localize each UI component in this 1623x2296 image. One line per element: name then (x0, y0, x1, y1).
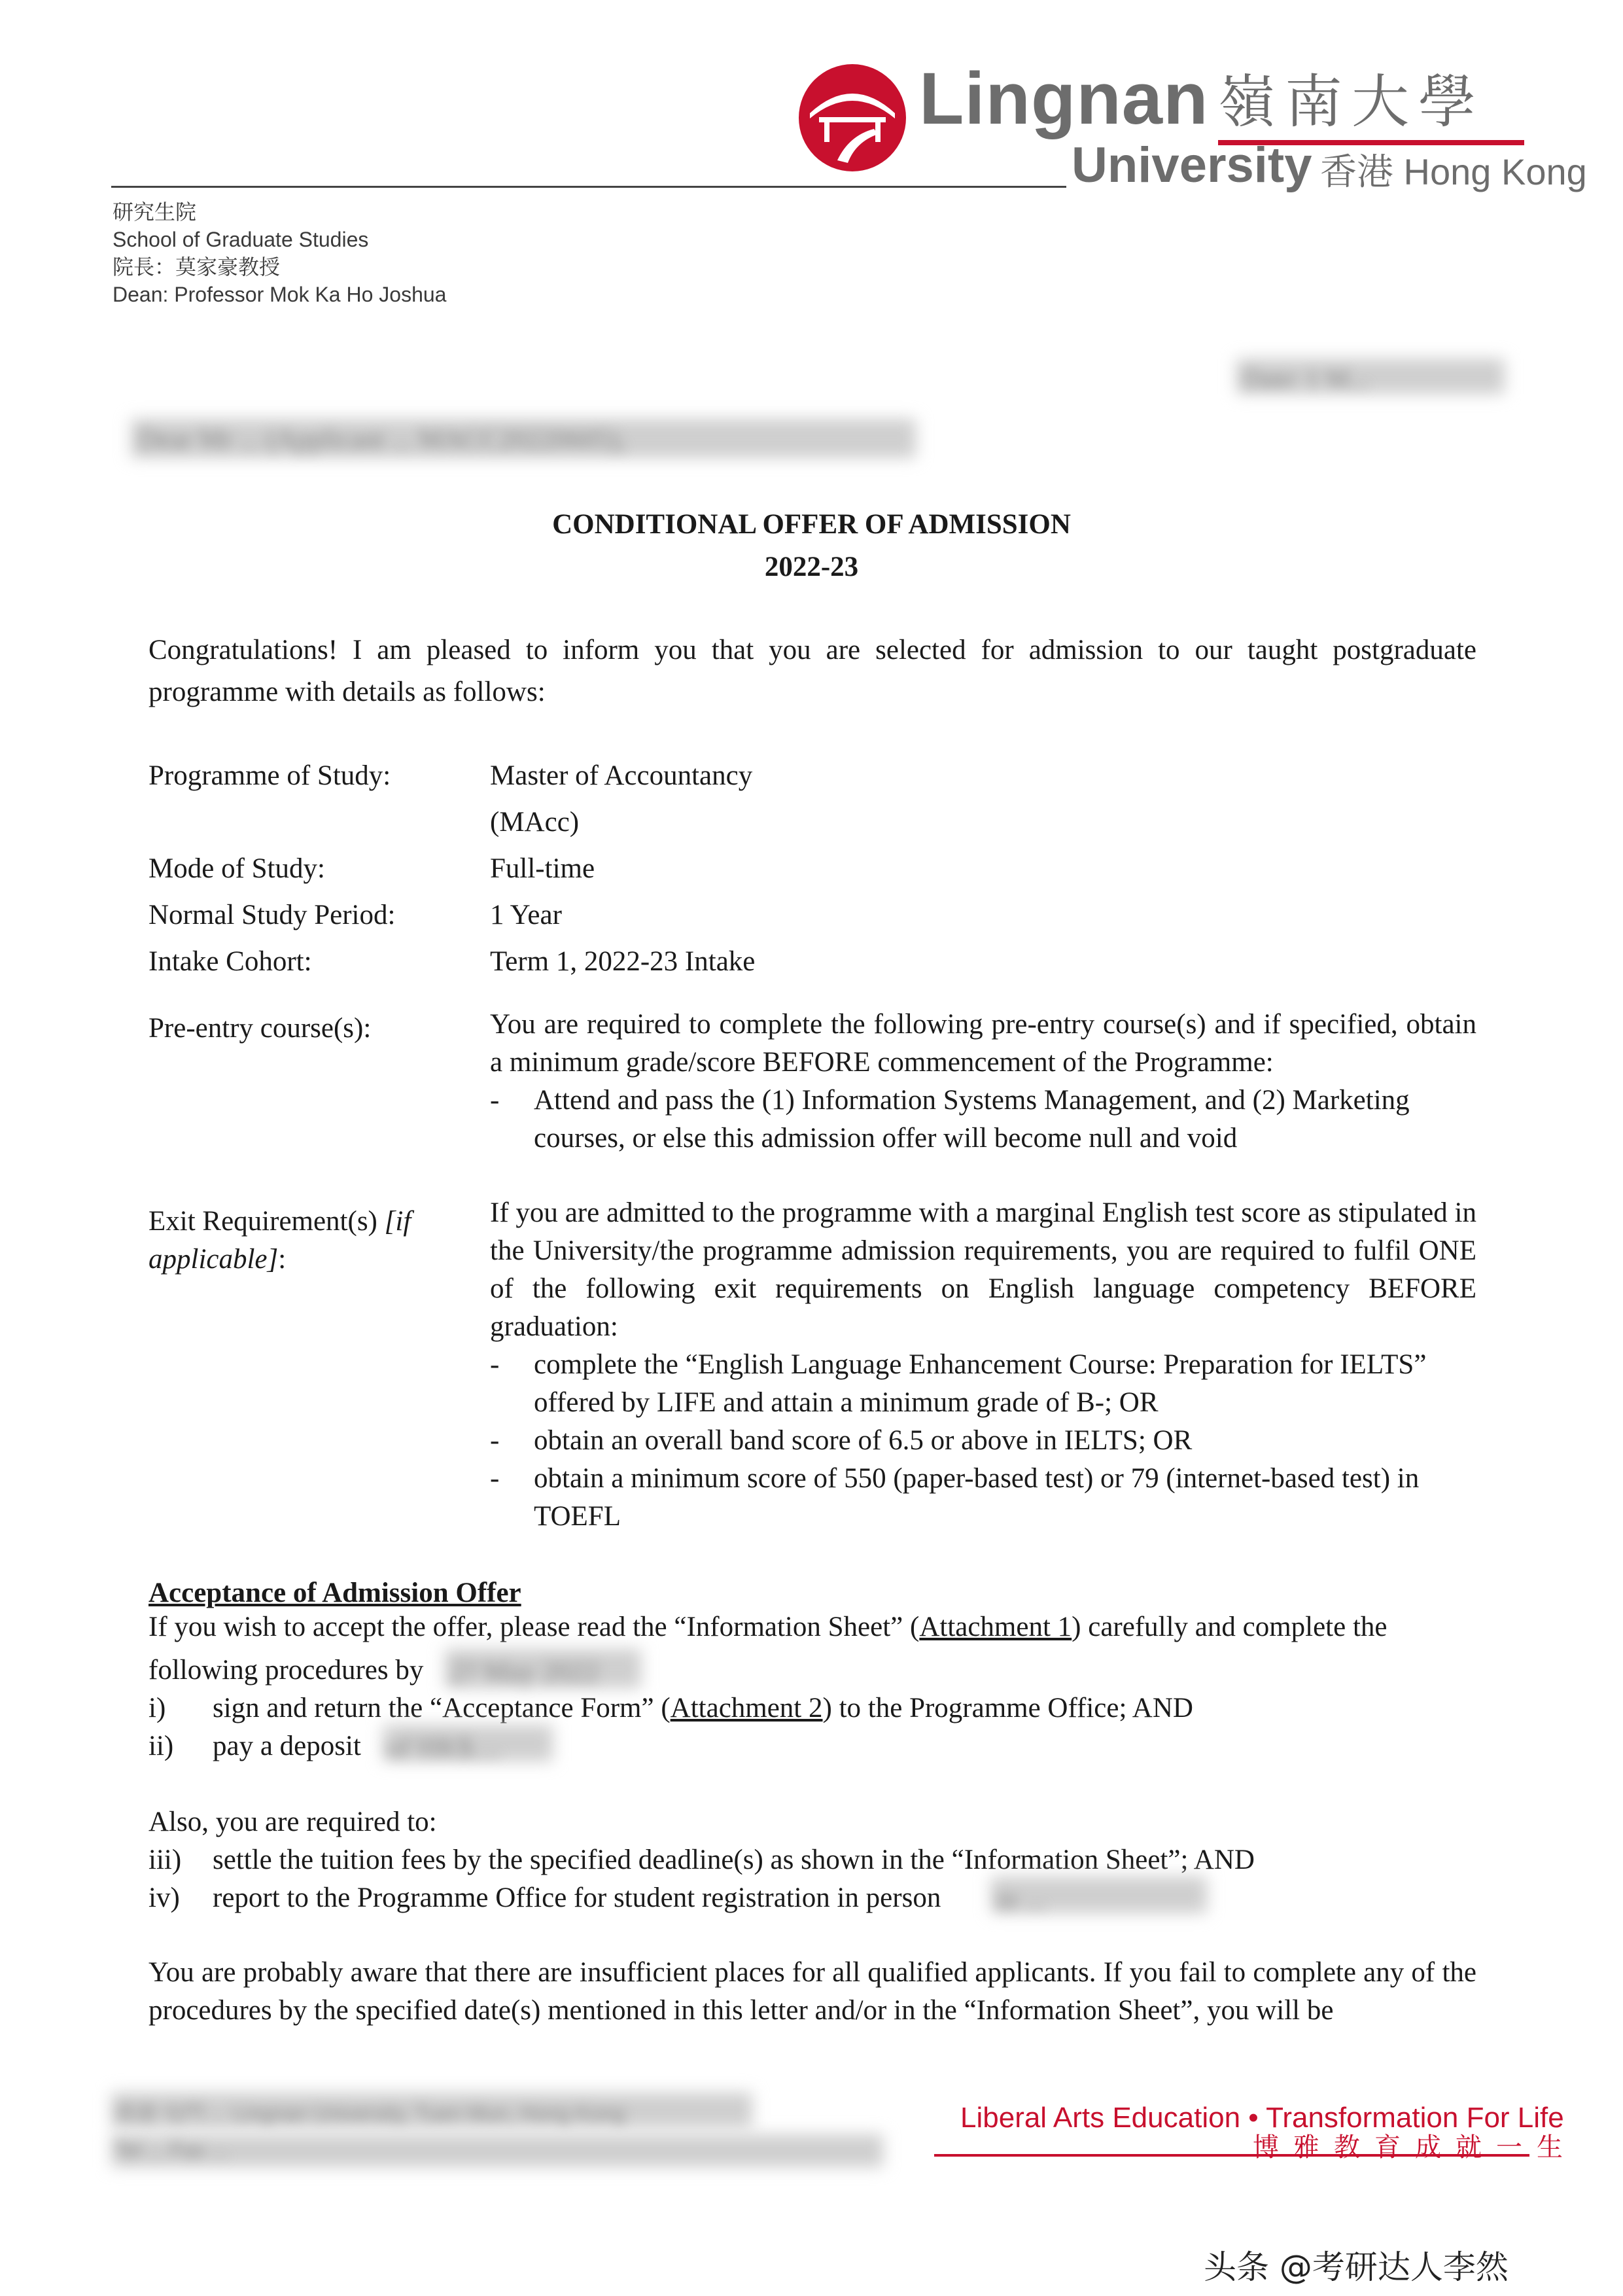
also-item-num: iv) (148, 1882, 180, 1913)
exit-bullet-dash: - (490, 1349, 500, 1380)
acceptance-item-num: ii) (148, 1731, 174, 1761)
page-subtitle-year: 2022-23 (764, 552, 859, 582)
logo-wordmark-cn: 嶺南大學 (1218, 68, 1486, 135)
footer-slogan-en: Liberal Arts Education • Transformation For Life (960, 2102, 1564, 2134)
dept-name-cn: 研究生院 (113, 200, 197, 224)
also-heading: Also, you are required to: (148, 1807, 437, 1837)
closing-paragraph: You are probably aware that there are insufficient places for all qualified applicants. If you fail to complete any of the procedures by the specified date(s) mentioned in this letter and/or in the “Information Sheet”, you will be (148, 1957, 1476, 2026)
dean-name-cn: 院長：莫家豪教授 (113, 255, 281, 279)
acceptance-intro-c: following procedures by (148, 1655, 424, 1686)
deposit-text: pay a deposit (213, 1731, 361, 1761)
acceptance-item-text-a: sign and return the “Acceptance Form” ( (213, 1693, 671, 1723)
acceptance-intro-a: If you wish to accept the offer, please read the “Information Sheet” ( (148, 1612, 920, 1642)
deadline-date: 2? May 2022 (450, 1657, 599, 1687)
exit-label-if: [if (384, 1206, 411, 1237)
salutation: Dear Mr ... (Applicant ... MACC20220605), (139, 425, 626, 455)
attachment-1-link[interactable]: Attachment 1 (919, 1612, 1072, 1642)
preentry-text: You are required to complete the following pre-entry course(s) and if specified, obtain a minimum grade/score BEFORE commencement of the Programme: (490, 1009, 1476, 1078)
also-item-num: iii) (148, 1845, 182, 1875)
dean-name-en: Dean: Professor Mok Ka Ho Joshua (113, 283, 447, 306)
footer-address: 香港 屯門 ... Lingnan University, Tuen Mun, Hong Kong (114, 2102, 625, 2125)
exit-bullet-dash: - (490, 1425, 500, 1456)
intro-paragraph: Congratulations! I am pleased to inform you that you are selected for admission to our taught postgraduate programme with details as follows: (148, 635, 1476, 707)
logo-wordmark-en: Lingnan (919, 58, 1209, 139)
exit-bullet-2: obtain an overall band score of 6.5 or above in IELTS; OR (534, 1425, 1193, 1456)
period-value: 1 Year (490, 900, 562, 930)
exit-text: If you are admitted to the programme with a marginal English test score as stipulated in the University/the programme admission requirements, you are required to fulfil ONE of the following exit requirements on English language competency BEFORE graduation: (490, 1197, 1476, 1342)
registration-detail: in ... (996, 1884, 1046, 1915)
preentry-bullet-text: Attend and pass the (1) Information Systems Management, and (2) Marketing courses, or else this admission offer will become null and void (534, 1085, 1410, 1154)
logo-university: University (1072, 137, 1312, 193)
exit-bullet-3: obtain a minimum score of 550 (paper-based test) or 79 (internet-based test) in TOEFL (534, 1463, 1420, 1532)
also-item-text: settle the tuition fees by the specified deadline(s) as shown in the “Information Sheet”; AND (213, 1845, 1255, 1875)
dept-name-en: School of Graduate Studies (113, 228, 369, 251)
period-label: Normal Study Period: (148, 900, 396, 930)
intake-value: Term 1, 2022-23 Intake (490, 946, 756, 977)
acceptance-heading: Acceptance of Admission Offer (148, 1578, 521, 1608)
acceptance-item-text-b: ) to the Programme Office; AND (822, 1693, 1193, 1723)
exit-label (148, 1203, 476, 1279)
acceptance-intro (148, 1606, 1476, 1648)
preentry-label: Pre-entry course(s): (148, 1013, 372, 1044)
acceptance-item-text (213, 1694, 1193, 1722)
preentry-bullet-dash: - (490, 1085, 500, 1116)
programme-value: Master of Accountancy (490, 760, 753, 791)
programme-abbr: (MAcc) (490, 807, 580, 838)
watermark: 头条 @考研达人李然 (1204, 2248, 1509, 2286)
attachment-2-link[interactable]: Attachment 2 (670, 1693, 823, 1723)
acceptance-item-num: i) (148, 1693, 166, 1723)
logo-hong-kong: 香港 Hong Kong (1320, 151, 1587, 192)
exit-bullet-dash: - (490, 1463, 500, 1494)
exit-label-colon: : (278, 1244, 287, 1275)
exit-label-main: Exit Requirement(s) (148, 1206, 377, 1237)
also-item-text: report to the Programme Office for student registration in person (213, 1882, 941, 1913)
footer-slogan-cn: 博雅教育成就一生 (1253, 2132, 1577, 2163)
letter-date: Date: 1 M... (1243, 364, 1369, 393)
exit-bullet-1: complete the “English Language Enhancement Course: Preparation for IELTS” offered by LIFE and attain a minimum grade of B-; OR (534, 1349, 1427, 1418)
exit-label-applicable: applicable] (148, 1244, 279, 1275)
acceptance-intro-b: ) carefully and complete the (1072, 1612, 1387, 1642)
header-rule (111, 186, 1066, 188)
deposit-amount: of HK$.... (387, 1733, 501, 1763)
intake-label: Intake Cohort: (148, 946, 312, 977)
page-title: CONDITIONAL OFFER OF ADMISSION (552, 509, 1071, 540)
footer-tel: Tel ... Fax ... (114, 2138, 229, 2162)
programme-label: Programme of Study: (148, 760, 391, 791)
mode-label: Mode of Study: (148, 853, 325, 884)
university-emblem-icon (797, 62, 908, 173)
mode-value: Full-time (490, 853, 595, 884)
